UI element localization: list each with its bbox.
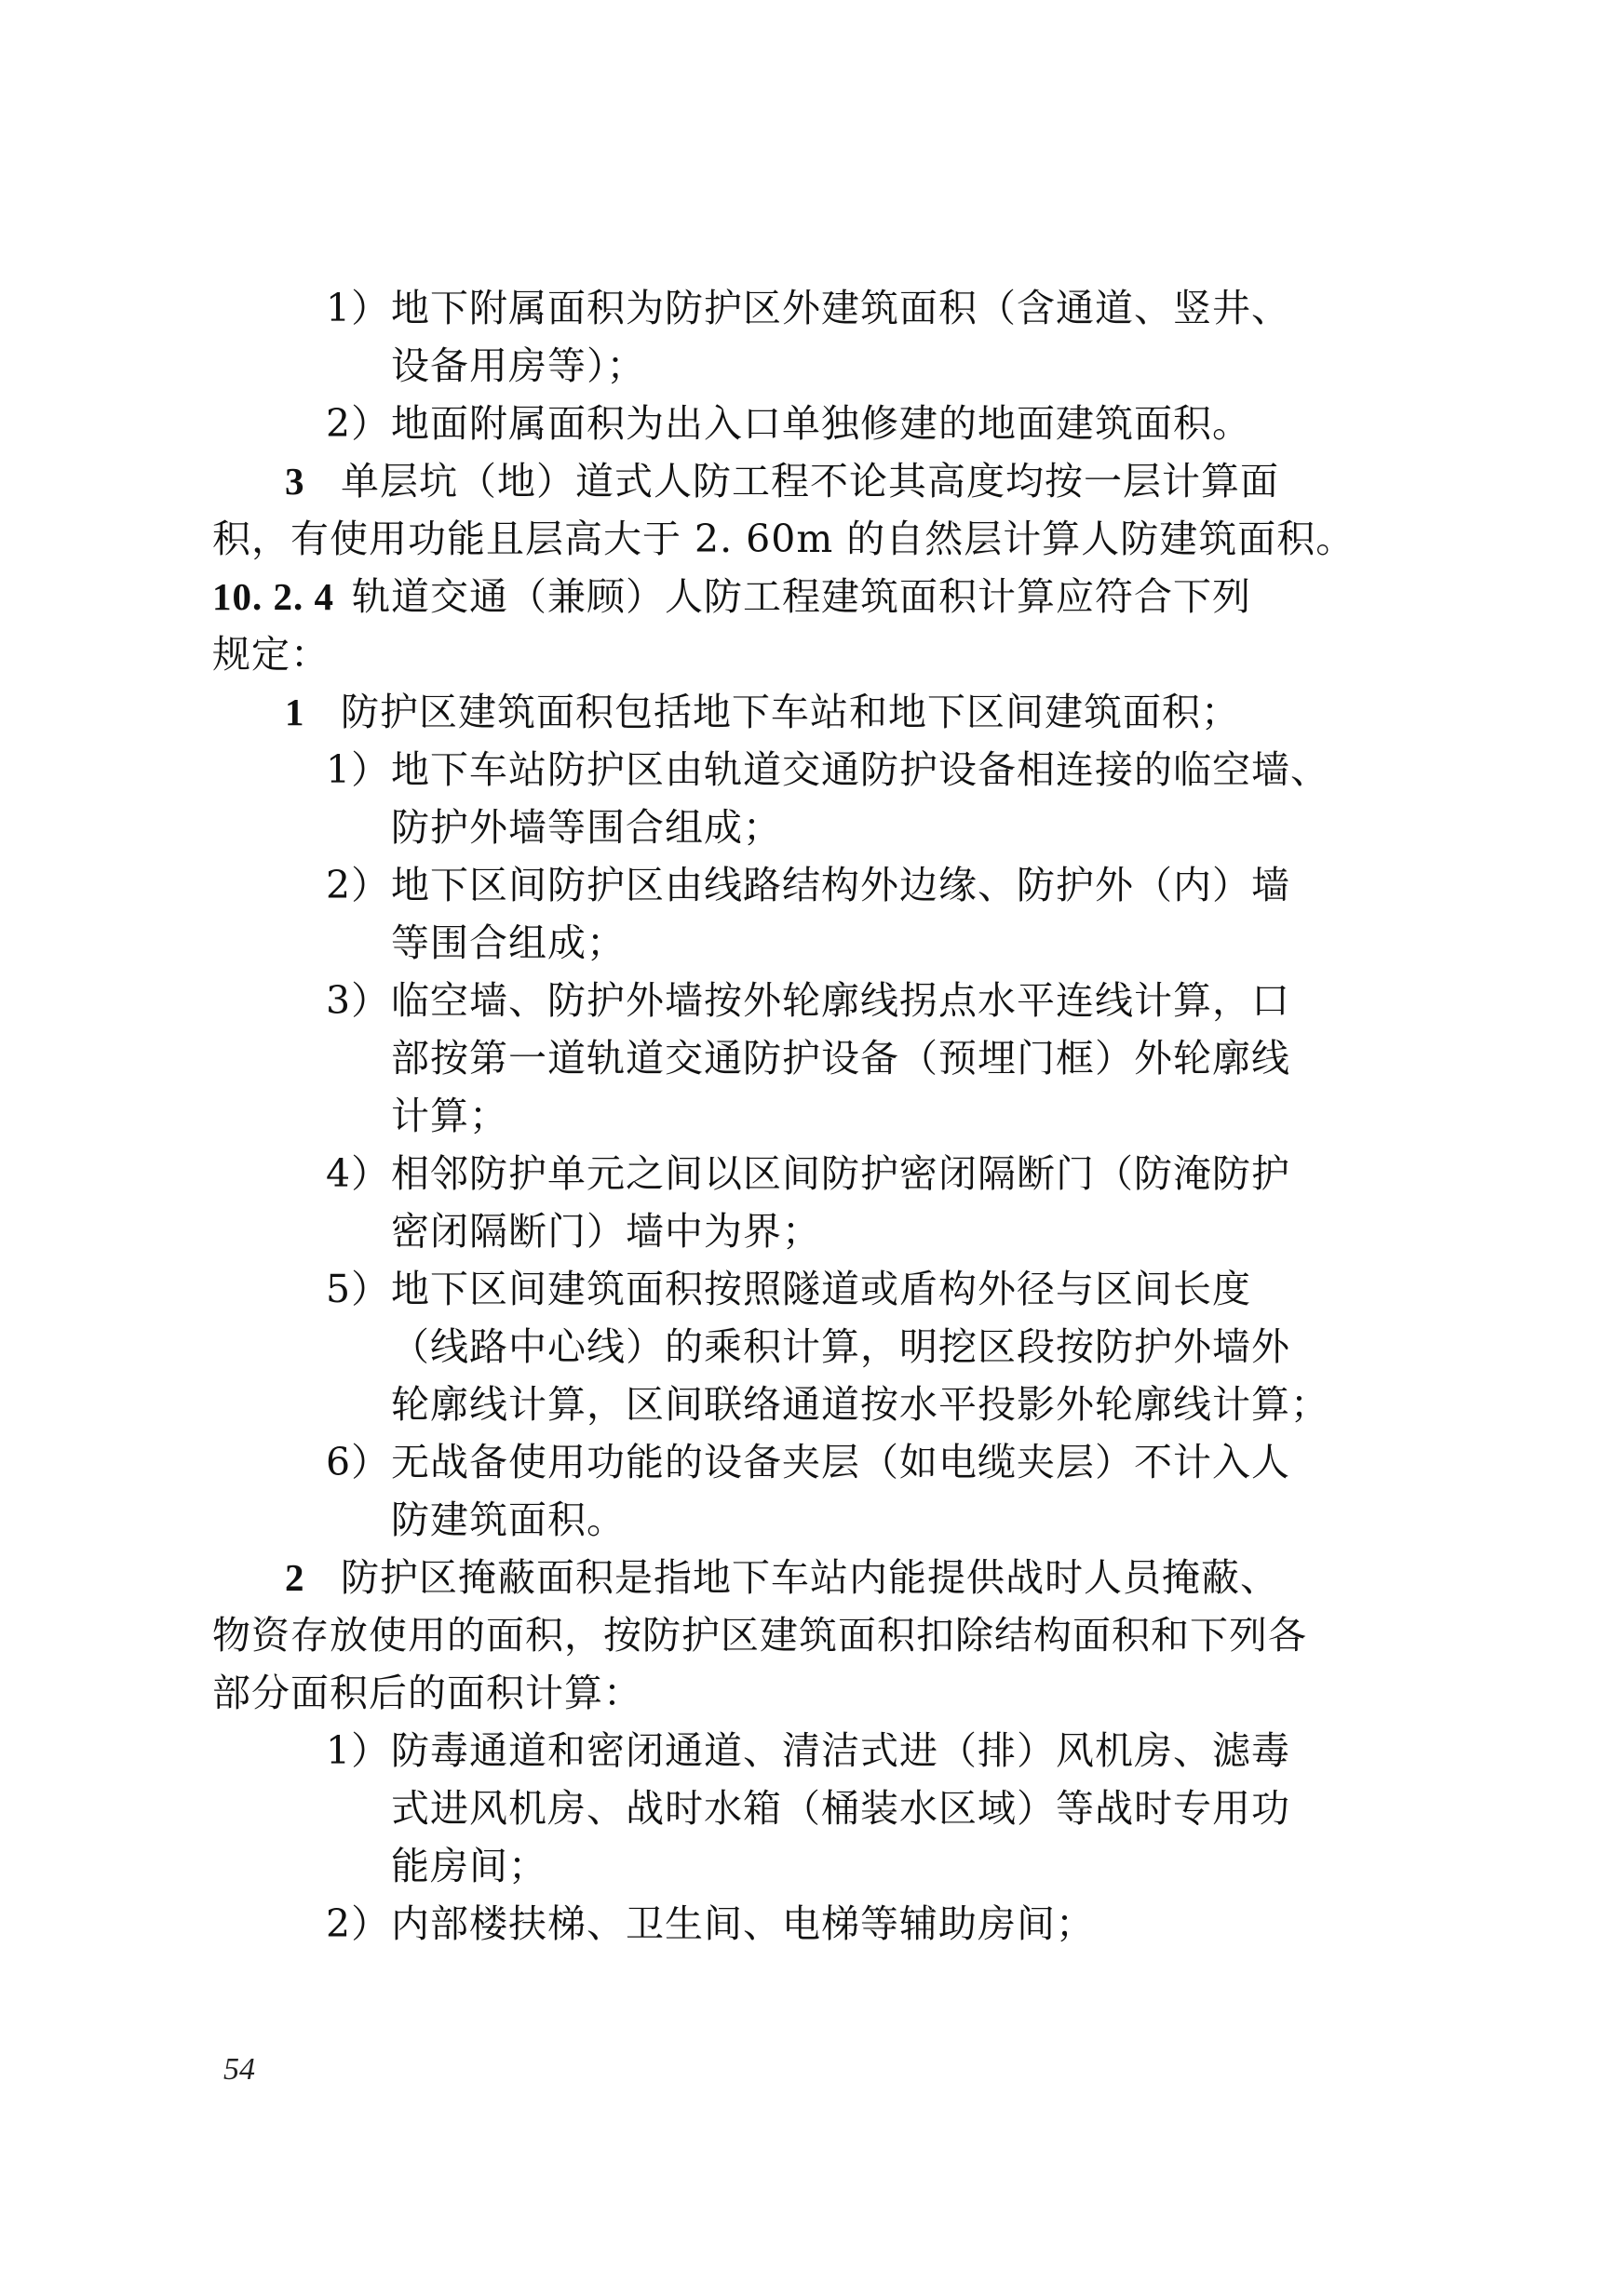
item-number: 3） [326, 978, 391, 1023]
item-number: 10. 2. 4 [212, 575, 334, 618]
line-text: 无战备使用功能的设备夹层（如电缆夹层）不计入人 [391, 1440, 1290, 1484]
text-line [212, 1433, 1348, 1491]
line-text: 物资存放使用的面积，按防护区建筑面积扣除结构面积和下列各 [212, 1613, 1307, 1658]
item-number: 1） [326, 747, 391, 792]
line-text: 密闭隔断门）墙中为界； [391, 1209, 821, 1254]
item-number: 2） [326, 863, 391, 907]
text-line [212, 1318, 1348, 1376]
text-line [212, 972, 1348, 1029]
line-text: 地下车站防护区由轨道交通防护设备相连接的临空墙、 [391, 747, 1329, 792]
text-line [212, 683, 1348, 741]
text-line [212, 395, 1348, 452]
line-text: 积，有使用功能且层高大于 2. 60m 的自然层计算人防建筑面积。 [212, 517, 1355, 561]
item-number: 2 [285, 1556, 305, 1599]
line-text: 设备用房等）； [391, 343, 646, 388]
text-line [212, 625, 1348, 683]
line-text: 防护外墙等围合组成； [391, 805, 782, 850]
line-text: 规定： [212, 632, 330, 677]
text-line [212, 1145, 1348, 1202]
line-text: （线路中心线）的乘积计算，明挖区段按防护外墙外 [391, 1324, 1290, 1369]
line-text: 部分面积后的面积计算： [212, 1671, 642, 1715]
text-line [212, 452, 1348, 510]
line-text: 计算； [391, 1094, 508, 1138]
text-line [212, 1087, 1348, 1145]
text-line [212, 337, 1348, 395]
line-text: 相邻防护单元之间以区间防护密闭隔断门（防淹防护 [391, 1151, 1290, 1196]
line-text: 轨道交通（兼顾）人防工程建筑面积计算应符合下列 [352, 574, 1251, 619]
text-line [212, 1376, 1348, 1433]
line-text: 防建筑面积。 [391, 1497, 626, 1542]
line-text: 地下区间建筑面积按照隧道或盾构外径与区间长度 [391, 1267, 1251, 1311]
line-text: 内部楼扶梯、卫生间、电梯等辅助房间； [391, 1901, 1095, 1946]
line-text: 防毒通道和密闭通道、清洁式进（排）风机房、滤毒 [391, 1728, 1290, 1773]
item-number: 6） [326, 1440, 391, 1484]
text-line [212, 1549, 1348, 1606]
text-line [212, 1606, 1348, 1664]
line-text: 能房间； [391, 1844, 547, 1888]
line-text: 地下附属面积为防护区外建筑面积（含通道、竖井、 [391, 286, 1290, 330]
text-line [212, 1837, 1348, 1895]
item-number: 2） [326, 1901, 391, 1946]
text-line [212, 1664, 1348, 1722]
text-line [212, 1779, 1348, 1837]
item-number: 3 [285, 460, 305, 503]
line-text: 防护区建筑面积包括地下车站和地下区间建筑面积； [341, 690, 1240, 734]
text-line [212, 279, 1348, 337]
line-text: 地面附属面积为出入口单独修建的地面建筑面积。 [391, 401, 1251, 446]
text-line [212, 1722, 1348, 1779]
text-line [212, 1260, 1348, 1318]
line-text: 地下区间防护区由线路结构外边缘、防护外（内）墙 [391, 863, 1290, 907]
text-line [212, 1895, 1348, 1953]
line-text: 单层坑（地）道式人防工程不论其高度均按一层计算面 [341, 459, 1279, 504]
text-line [212, 1491, 1348, 1549]
line-text: 轮廓线计算，区间联络通道按水平投影外轮廓线计算； [391, 1382, 1329, 1427]
text-line [212, 510, 1355, 568]
text-line [212, 914, 1348, 972]
text-line [212, 856, 1348, 914]
item-number: 1） [326, 1728, 391, 1773]
item-number: 1） [326, 286, 391, 330]
text-line [212, 1202, 1348, 1260]
text-line [212, 568, 1348, 625]
page-number: 54 [223, 2052, 255, 2087]
text-line [212, 741, 1348, 799]
line-text: 临空墙、防护外墙按外轮廓线拐点水平连线计算，口 [391, 978, 1290, 1023]
document-body [212, 279, 1355, 1953]
line-text: 等围合组成； [391, 920, 626, 965]
line-text: 式进风机房、战时水箱（桶装水区域）等战时专用功 [391, 1786, 1290, 1831]
item-number: 5） [326, 1267, 391, 1311]
item-number: 2） [326, 401, 391, 446]
line-text: 部按第一道轨道交通防护设备（预埋门框）外轮廓线 [391, 1036, 1290, 1081]
item-number: 4） [326, 1151, 391, 1196]
text-line [212, 1029, 1348, 1087]
item-number: 1 [285, 691, 305, 733]
line-text: 防护区掩蔽面积是指地下车站内能提供战时人员掩蔽、 [341, 1555, 1279, 1600]
text-lines [212, 279, 1355, 1953]
text-line [212, 799, 1348, 856]
